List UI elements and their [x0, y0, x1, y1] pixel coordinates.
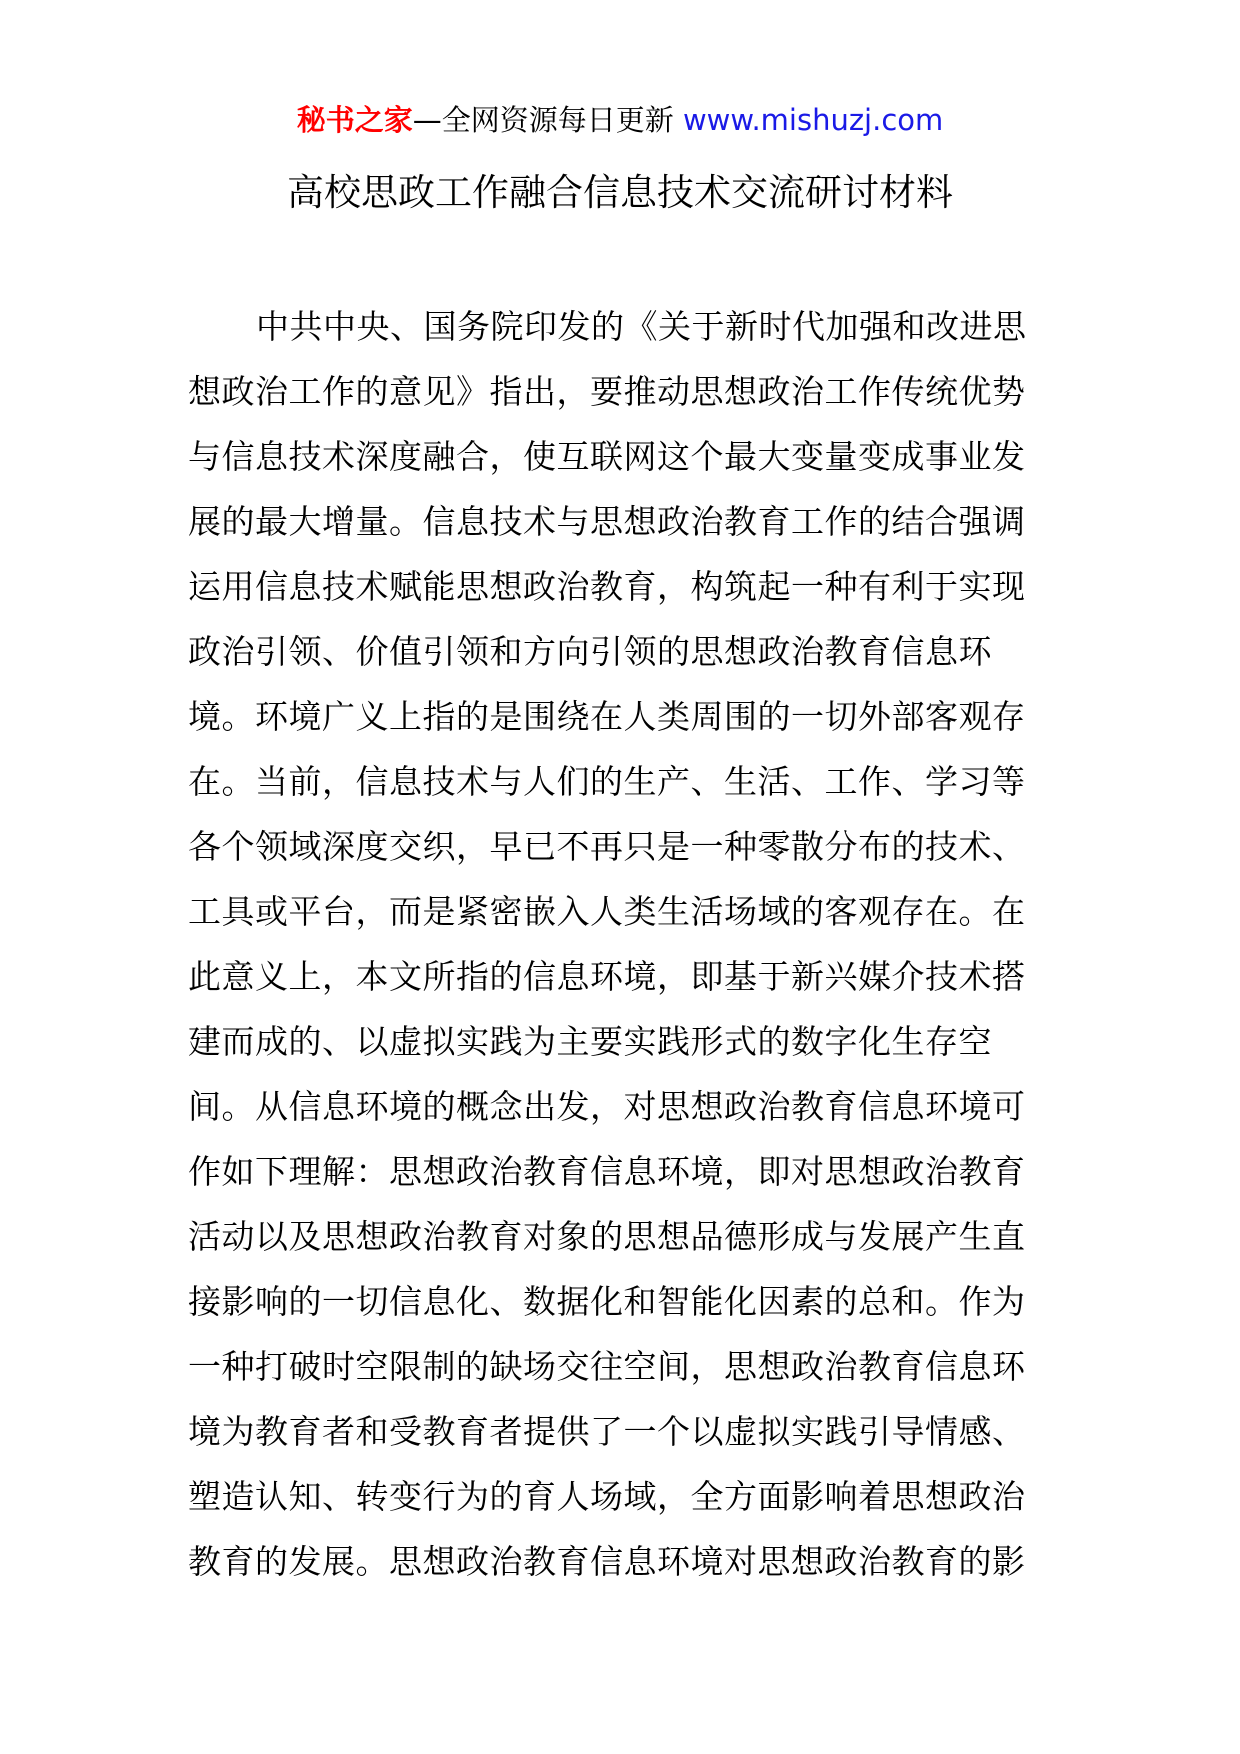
- text-line: 各个领域深度交织，早已不再只是一种零散分布的技术、: [188, 827, 1026, 866]
- text-line: 工具或平台，而是紧密嵌入人类生活场域的客观存在。在: [188, 892, 1026, 931]
- site-header: [0, 100, 1240, 140]
- text-line: 一种打破时空限制的缺场交往空间，思想政治教育信息环: [188, 1347, 1026, 1386]
- text-line: 间。从信息环境的概念出发，对思想政治教育信息环境可: [188, 1087, 1026, 1126]
- text-line: 此意义上，本文所指的信息环境，即基于新兴媒介技术搭: [188, 957, 1026, 996]
- text-line: 与信息技术深度融合，使互联网这个最大变量变成事业发: [188, 437, 1026, 476]
- text-line: 塑造认知、转变行为的育人场域，全方面影响着思想政治: [188, 1477, 1026, 1516]
- text-line: 运用信息技术赋能思想政治教育，构筑起一种有利于实现: [188, 567, 1026, 606]
- text-line: 中共中央、国务院印发的《关于新时代加强和改进思: [256, 307, 1027, 346]
- body-paragraph: [188, 294, 1058, 1594]
- text-line: 在。当前，信息技术与人们的生产、生活、工作、学习等: [188, 762, 1026, 801]
- text-line: 政治引领、价值引领和方向引领的思想政治教育信息环: [188, 632, 992, 671]
- text-line: 境为教育者和受教育者提供了一个以虚拟实践引导情感、: [188, 1412, 1026, 1451]
- text-line: 建而成的、以虚拟实践为主要实践形式的数字化生存空: [188, 1022, 992, 1061]
- site-url[interactable]: www.mishuzj.com: [682, 103, 944, 137]
- site-slogan: —全网资源每日更新: [412, 103, 683, 137]
- document-title: 高校思政工作融合信息技术交流研讨材料: [287, 171, 953, 214]
- text-line: 展的最大增量。信息技术与思想政治教育工作的结合强调: [188, 502, 1026, 541]
- text-line: 活动以及思想政治教育对象的思想品德形成与发展产生直: [188, 1217, 1026, 1256]
- site-brand: 秘书之家: [296, 103, 413, 137]
- text-line: 作如下理解：思想政治教育信息环境，即对思想政治教育: [188, 1152, 1026, 1191]
- text-line: 想政治工作的意见》指出，要推动思想政治工作传统优势: [188, 372, 1026, 411]
- text-line: 接影响的一切信息化、数据化和智能化因素的总和。作为: [188, 1282, 1026, 1321]
- text-line: 境。环境广义上指的是围绕在人类周围的一切外部客观存: [188, 697, 1026, 736]
- text-line: 教育的发展。思想政治教育信息环境对思想政治教育的影: [188, 1542, 1026, 1581]
